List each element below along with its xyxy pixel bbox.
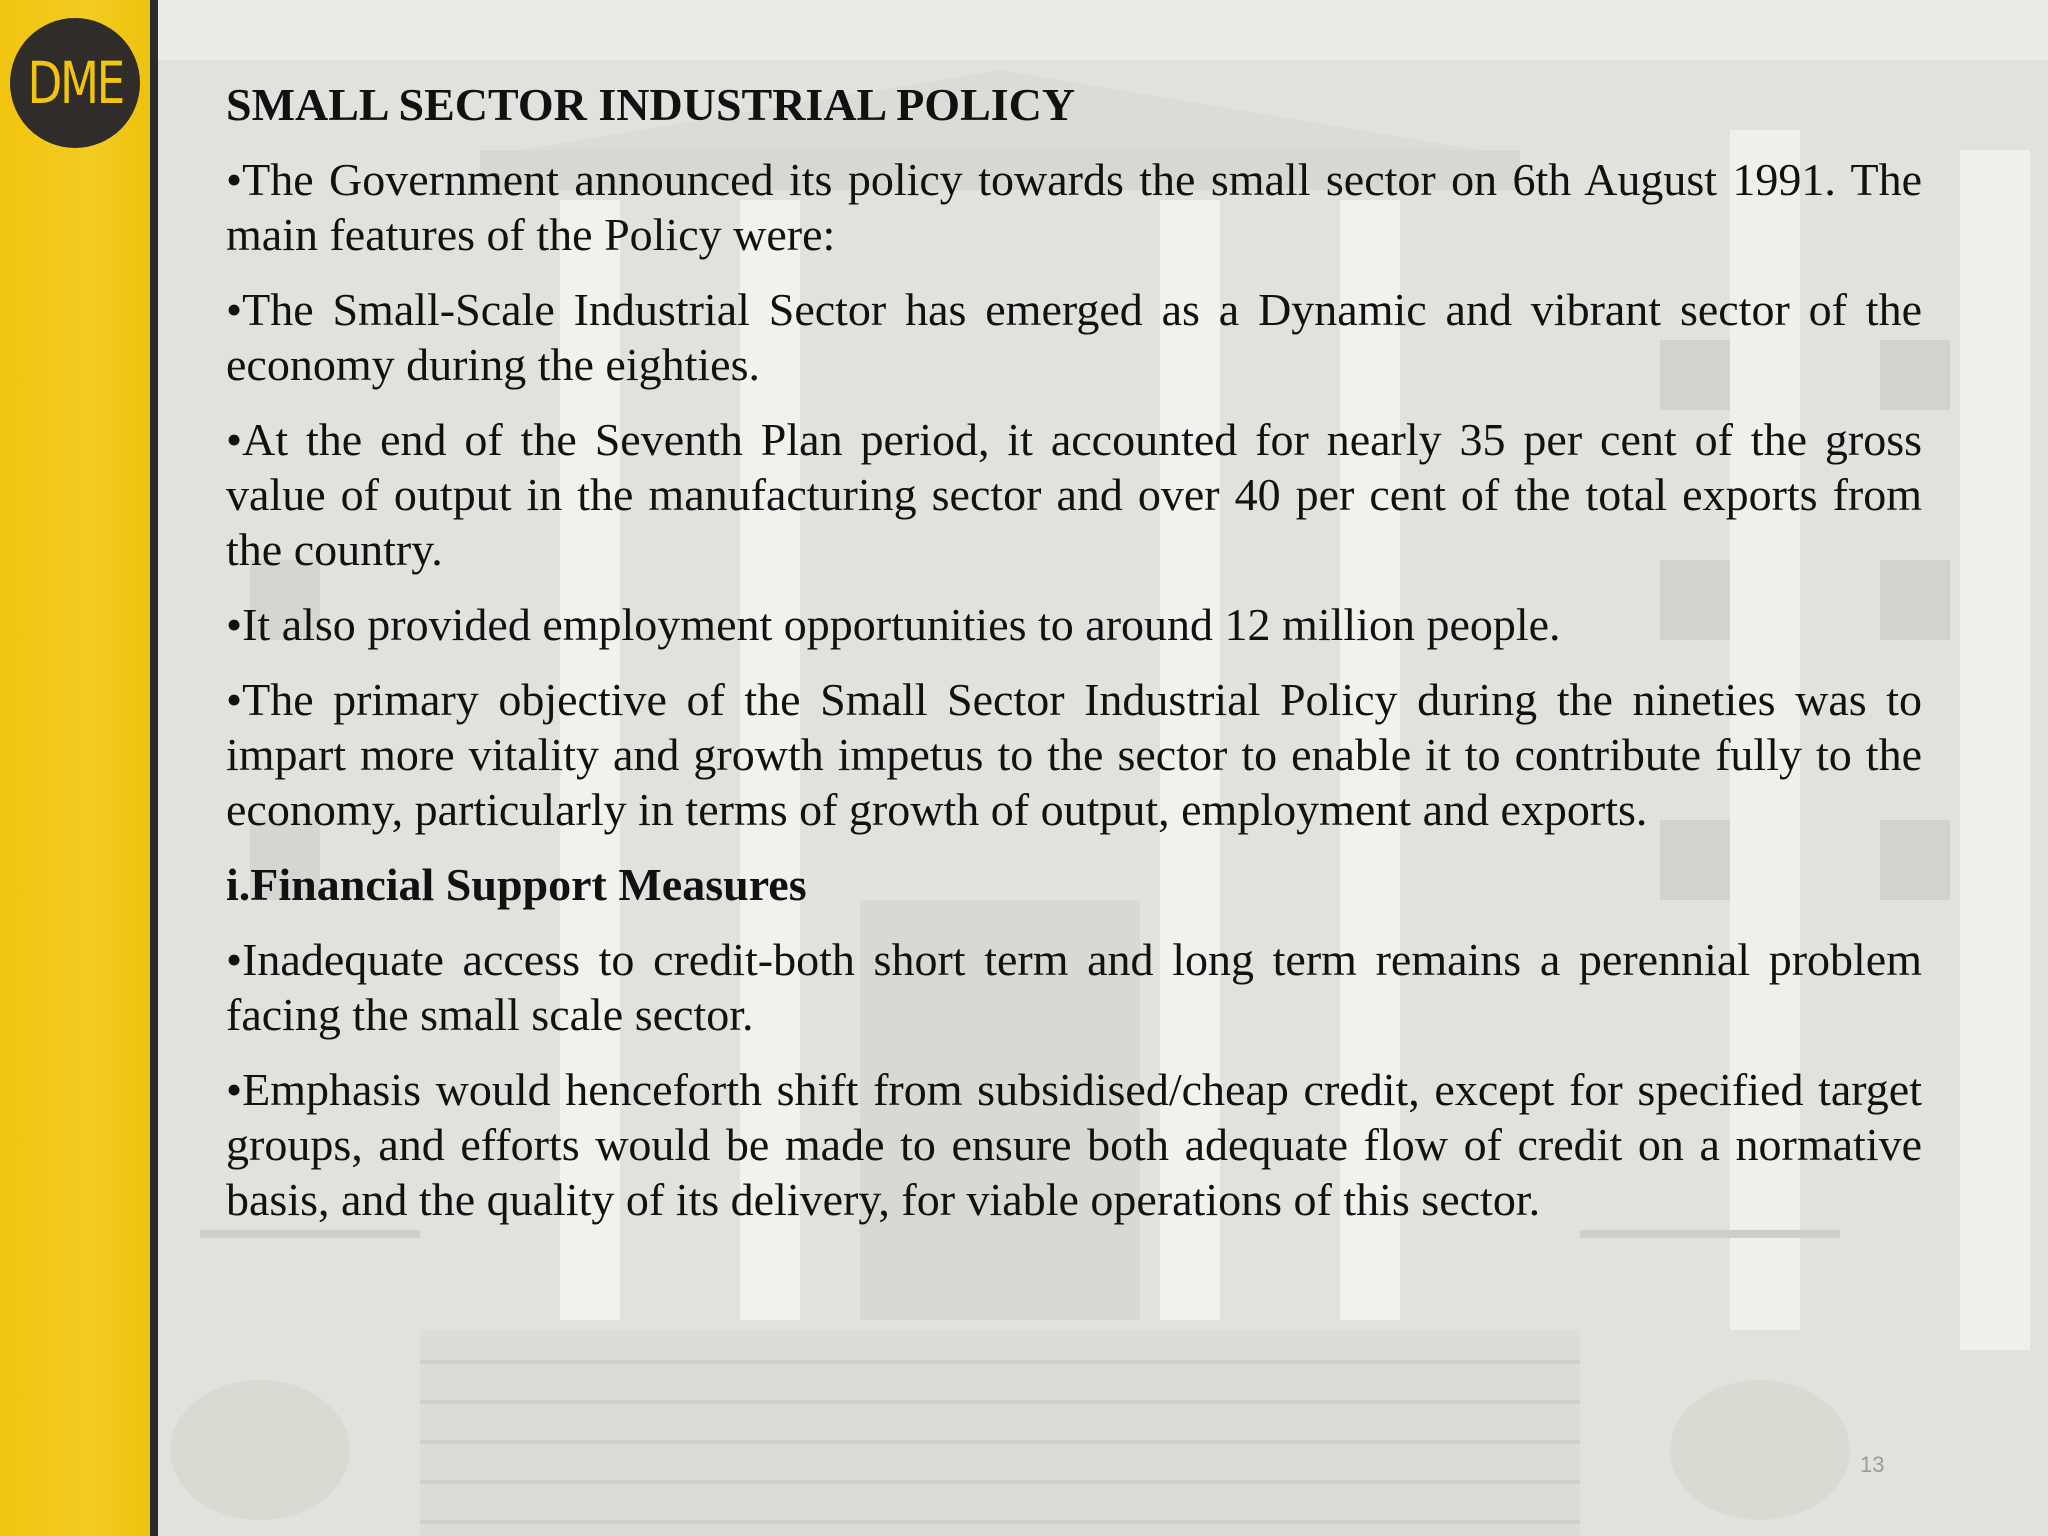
bullet-paragraph: •The Government announced its policy towards the small sector on 6th August 1991. The main features of the Policy were:: [226, 154, 1922, 260]
sidebar-accent-bar: [0, 0, 150, 1536]
slide-content: [226, 76, 1922, 1247]
page-number: 13: [1860, 1452, 1885, 1477]
sidebar-divider: [150, 0, 158, 1536]
bullet-paragraph: •The primary objective of the Small Sector Industrial Policy during the nineties was to impart more vitality and growth impetus to the sector to enable it to contribute fully to the economy, particularly in terms of growth of output, employment and exports.: [226, 674, 1922, 835]
dme-logo: [10, 18, 140, 148]
bullet-paragraph: •The Small-Scale Industrial Sector has emerged as a Dynamic and vibrant sector of the economy during the eighties.: [226, 284, 1922, 390]
section-subheading: i.Financial Support Measures: [226, 859, 807, 910]
bullet-paragraph: •At the end of the Seventh Plan period, it accounted for nearly 35 per cent of the gross value of output in the manufacturing sector and over 40 per cent of the total exports from the country.: [226, 414, 1922, 575]
bullet-paragraph: •Inadequate access to credit-both short term and long term remains a perennial problem facing the small scale sector.: [226, 934, 1922, 1040]
bullet-paragraph: •It also provided employment opportunities to around 12 million people.: [226, 599, 1561, 650]
slide-title: SMALL SECTOR INDUSTRIAL POLICY: [226, 79, 1076, 130]
logo-text: DME: [27, 49, 123, 117]
bullet-paragraph: •Emphasis would henceforth shift from subsidised/cheap credit, except for specified target groups, and efforts would be made to ensure both adequate flow of credit on a normative basis, and the quality of its delivery, for viable operations of this sector.: [226, 1064, 1922, 1225]
